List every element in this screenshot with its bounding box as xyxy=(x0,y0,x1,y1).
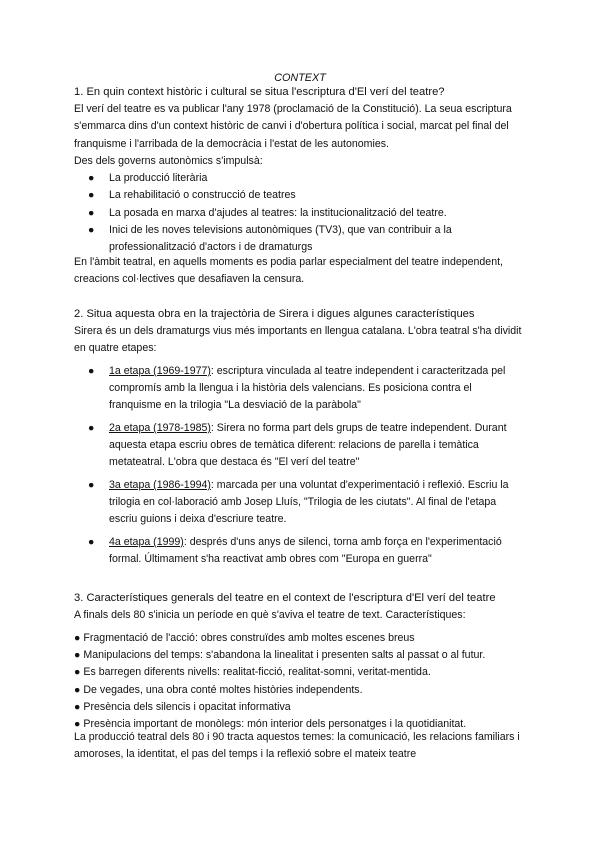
bullet-icon: ● xyxy=(88,223,95,236)
list-item: ● Presència important de monòlegs: món interior dels personatges i la quotidianitat. xyxy=(74,718,467,731)
bullet-icon: ● xyxy=(74,683,81,696)
bullet-icon: ● xyxy=(88,536,95,548)
stage-link[interactable]: 2a etapa (1978-1985) xyxy=(109,422,211,434)
question-1: 1. En quin context històric i cultural se situa l'escriptura d'El verí del teatre? xyxy=(74,86,445,98)
bullet-icon: ● xyxy=(74,666,81,679)
bullet-icon: ● xyxy=(88,365,95,377)
bullet-icon: ● xyxy=(74,718,81,731)
bullet-icon: ● xyxy=(74,649,81,662)
stage-link[interactable]: 3a etapa (1986-1994) xyxy=(109,479,211,491)
stages-list xyxy=(74,534,526,568)
bullet-icon: ● xyxy=(88,172,95,185)
section-1-closing xyxy=(74,254,526,288)
question-3: 3. Característiques generals del teatre en el context de l'escriptura d'El verí del teatre xyxy=(74,592,496,604)
features-list xyxy=(74,630,526,733)
section-1-bullet-list xyxy=(74,170,526,256)
stages-list xyxy=(74,420,526,472)
list-item: ● 2a etapa (1978-1985): Sirera no forma part dels grups de teatre independent. Durant aquesta etapa escriu obres de temàtica diferent: relacions de parella i temàtica metateatral. L'obra que destaca és "El verí del teatre" xyxy=(88,422,507,469)
section-3 xyxy=(74,590,526,624)
bullet-icon: ● xyxy=(74,700,81,713)
stages-list xyxy=(74,477,526,529)
list-item: ● Manipulacions del temps: s'abandona la linealitat i presenten salts al passat o al futur. xyxy=(74,649,486,662)
list-item: ● Presència dels silencis i opacitat informativa xyxy=(74,700,291,713)
stage-link[interactable]: 4a etapa (1999) xyxy=(109,536,184,548)
bullet-icon: ● xyxy=(74,632,81,644)
section-1-list-block xyxy=(74,153,526,256)
section-1-paragraph-2: Des dels governs autonòmics s'impulsà: xyxy=(74,155,263,167)
section-3-paragraph-2: La producció teatral dels 80 i 90 tracta aquestos temes: la comunicació, les relacions familiars i amoroses, la identitat, el pas del temps i la reflexió sobre el mateix teatre xyxy=(74,731,520,761)
list-item: ● Inici de les noves televisions autonòmiques (TV3), que van contribuir a la professionalització d'actors i de dramaturgs xyxy=(88,223,452,254)
section-2-paragraph-1: Sirera és un dels dramaturgs vius més importants en llengua catalana. L'obra teatral s'ha dividit en quatre etapes: xyxy=(74,325,522,355)
list-item: ● La rehabilitació o construcció de teatres xyxy=(74,187,526,204)
bullet-icon: ● xyxy=(88,479,95,491)
list-item: ● La producció literària xyxy=(74,170,526,187)
list-item: ● De vegades, una obra conté moltes històries independents. xyxy=(74,683,363,696)
list-item: ● 3a etapa (1986-1994): marcada per una voluntat d'experimentació i reflexió. Escriu la trilogia en col·laboració amb Josep Lluís, "Trilogia de les ciutats". Al final de l'etapa escriu guions i deixa d'escriure teatre. xyxy=(88,479,509,526)
question-2: 2. Situa aquesta obra en la trajectòria de Sirera i digues algunes característiques xyxy=(74,308,475,320)
list-item: ● Es barregen diferents nivells: realitat-ficció, realitat-somni, veritat-mentida. xyxy=(74,666,431,679)
bullet-icon: ● xyxy=(88,422,95,434)
list-item: ● Fragmentació de l'acció: obres construïdes amb moltes escenes breus xyxy=(74,632,415,644)
section-2 xyxy=(74,306,526,358)
section-1-paragraph-1: El verí del teatre es va publicar l'any 1978 (proclamació de la Constitució). La seua escriptura s'emmarca dins d'un context històric de canvi i d'obertura política i social, marcat pel final del franquisme i l'arribada de la democràcia i l'estat de les autonomies. xyxy=(74,103,512,150)
bullet-icon: ● xyxy=(88,206,95,219)
section-1-paragraph-3: En l'àmbit teatral, en aquells moments es podia parlar especialment del teatre independent, creacions col·lectives que desafiaven la censura. xyxy=(74,256,503,286)
stage-link[interactable]: 1a etapa (1969-1977) xyxy=(109,365,211,377)
section-3-paragraph-1: A finals dels 80 s'inicia un període en què s'aviva el teatre de text. Característiques: xyxy=(74,609,466,622)
bullet-icon: ● xyxy=(88,189,95,202)
section-3-closing xyxy=(74,729,526,763)
document-title: CONTEXT xyxy=(274,72,326,84)
list-item: ● La posada en marxa d'ajudes al teatres: la institucionalització del teatre. xyxy=(74,205,526,222)
list-item: ● 4a etapa (1999): després d'uns anys de silenci, torna amb força en l'experimentació formal. Últimament s'ha reactivat amb obres com "Europa en guerra" xyxy=(88,536,502,566)
stages-list xyxy=(74,363,526,415)
list-item: ● 1a etapa (1969-1977): escriptura vinculada al teatre independent i caracteritzada pel compromís amb la llengua i la història dels valencians. Es posiciona contra el franquisme en la trilogia "La desviació de la paràbola" xyxy=(88,365,506,412)
section-1 xyxy=(74,84,526,153)
